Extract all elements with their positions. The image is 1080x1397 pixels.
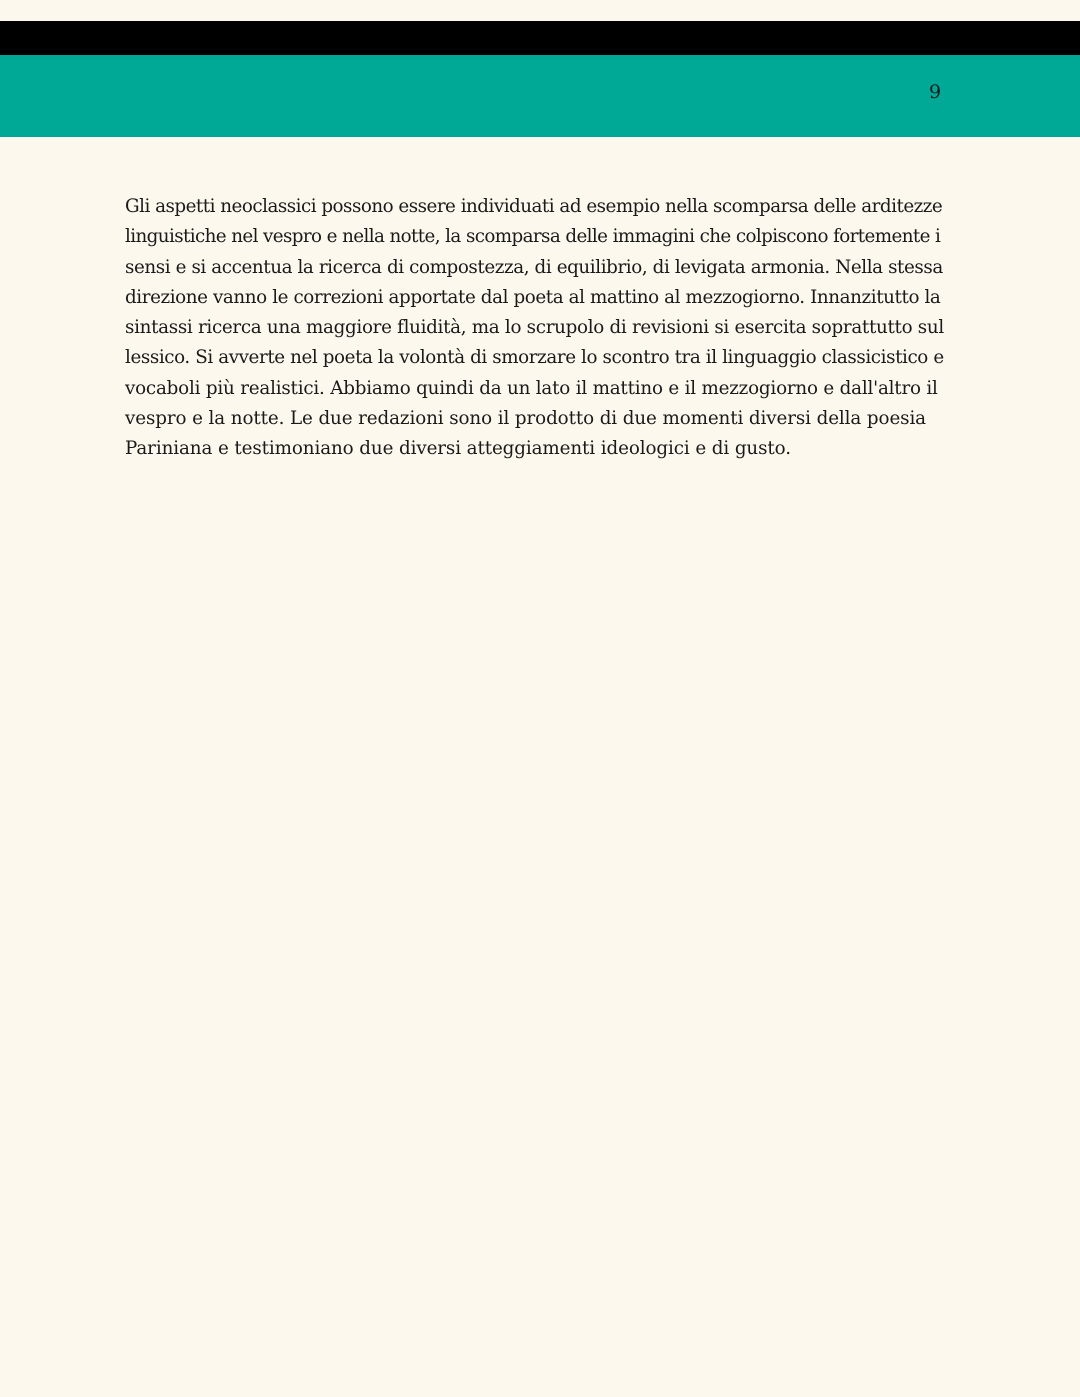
page-number: 9 xyxy=(928,81,942,103)
paragraph-line: vocaboli più realistici. Abbiamo quindi da un lato il mattino e il mezzogiorno e dall'altro il xyxy=(125,377,938,399)
paragraph-line: direzione vanno le correzioni apportate dal poeta al mattino al mezzogiorno. Innanzitutto la xyxy=(125,286,941,308)
paragraph-line: Pariniana e testimoniano due diversi atteggiamenti ideologici e di gusto. xyxy=(125,438,791,460)
paragraph-line: vespro e la notte. Le due redazioni sono il prodotto di due momenti diversi della poesia xyxy=(125,408,926,430)
header-teal-band xyxy=(0,55,1080,137)
paragraph-line: lessico. Si avverte nel poeta la volontà di smorzare lo scontro tra il linguaggio classicistico e xyxy=(125,347,944,369)
top-margin-strip xyxy=(0,0,1080,21)
paragraph-line: sintassi ricerca una maggiore fluidità, ma lo scrupolo di revisioni si esercita soprattutto sul xyxy=(125,317,944,339)
body-paragraph xyxy=(125,192,945,465)
header-black-band xyxy=(0,21,1080,55)
paragraph-line: sensi e si accentua la ricerca di compostezza, di equilibrio, di levigata armonia. Nella stessa xyxy=(125,256,943,278)
paragraph-line: Gli aspetti neoclassici possono essere individuati ad esempio nella scomparsa delle arditezze xyxy=(125,196,943,217)
paragraph-line: linguistiche nel vespro e nella notte, la scomparsa delle immagini che colpiscono fortemente i xyxy=(125,226,941,248)
